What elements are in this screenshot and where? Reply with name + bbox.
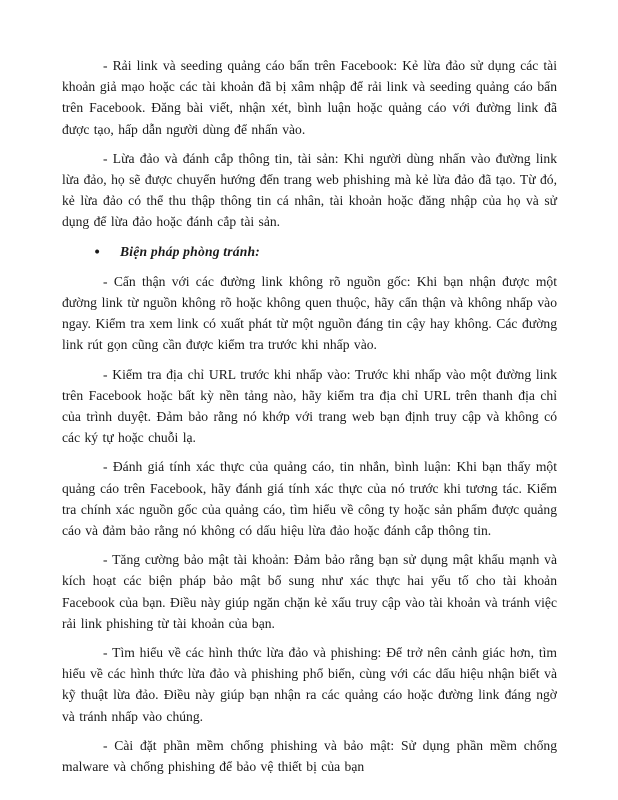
paragraph: - Cài đặt phần mềm chống phishing và bảo mật: Sử dụng phần mềm chống malware và chống phishing để bảo vệ thiết bị của bạn	[62, 737, 557, 775]
paragraph: - Kiểm tra địa chỉ URL trước khi nhấp vào: Trước khi nhấp vào một đường link trên Facebook hoặc bất kỳ nền tảng nào, hãy kiểm tra địa chỉ URL trên thanh địa chỉ của trình duyệt. Đảm bảo rằng nó khớp với trang web bạn định truy cập và không có các ký tự hoặc chuỗi lạ.	[62, 366, 557, 446]
paragraph: - Đánh giá tính xác thực của quảng cáo, tin nhắn, bình luận: Khi bạn thấy một quảng cáo trên Facebook, hãy đánh giá tính xác thực của nó trước khi tương tác. Kiểm tra chính xác nguồn gốc của quảng cáo, tìm hiểu về công ty hoặc sản phẩm được quảng cáo và đảm bảo rằng nó không có dấu hiệu lừa đảo hoặc đánh cắp thông tin.	[62, 459, 557, 539]
paragraph: - Tìm hiểu về các hình thức lừa đảo và phishing: Để trở nên cảnh giác hơn, tìm hiểu về các hình thức lừa đảo và phishing phổ biến, cùng với các dấu hiệu nhận biết và kỹ thuật lừa đảo. Điều này giúp bạn nhận ra các quảng cáo hoặc đường link đáng ngờ và tránh nhấp vào chúng.	[62, 645, 557, 724]
paragraph: - Lừa đảo và đánh cắp thông tin, tài sản: Khi người dùng nhấn vào đường link lừa đảo, họ sẽ được chuyển hướng đến trang web phishing mà kẻ lừa đảo đã tạo. Từ đó, kẻ lừa đảo có thể thu thập thông tin cá nhân, tài khoản hoặc đăng nhập của họ và sử dụng để lừa đảo hoặc đánh cắp tài sản.	[62, 150, 557, 230]
paragraph: - Tăng cường bảo mật tài khoản: Đảm bảo rằng bạn sử dụng mật khẩu mạnh và kích hoạt các biện pháp bảo mật bổ sung như xác thực hai yếu tố cho tài khoản Facebook của bạn. Điều này giúp ngăn chặn kẻ xấu truy cập vào tài khoản và tránh việc rải link phishing từ tài khoản của bạn.	[62, 552, 557, 631]
paragraph: - Cẩn thận với các đường link không rõ nguồn gốc: Khi bạn nhận được một đường link từ nguồn không rõ hoặc không quen thuộc, hãy cẩn thận và không nhấp vào ngay. Kiểm tra xem link có xuất phát từ một nguồn đáng tin cậy hay không. Các đường link rút gọn cũng cần được kiểm tra trước khi nhấp vào.	[62, 273, 557, 353]
bullet-icon: •	[94, 242, 100, 260]
bullet-heading	[62, 241, 557, 262]
paragraph: - Rải link và seeding quảng cáo bẩn trên Facebook: Kẻ lừa đảo sử dụng các tài khoản giả mạo hoặc các tài khoản đã bị xâm nhập để rải link và seeding quảng cáo bẩn trên Facebook. Đăng bài viết, nhận xét, bình luận hoặc quảng cáo với đường link đã được tạo, hấp dẫn người dùng để nhấn vào.	[62, 58, 557, 137]
bullet-heading-text: Biện pháp phòng tránh:	[120, 243, 261, 259]
